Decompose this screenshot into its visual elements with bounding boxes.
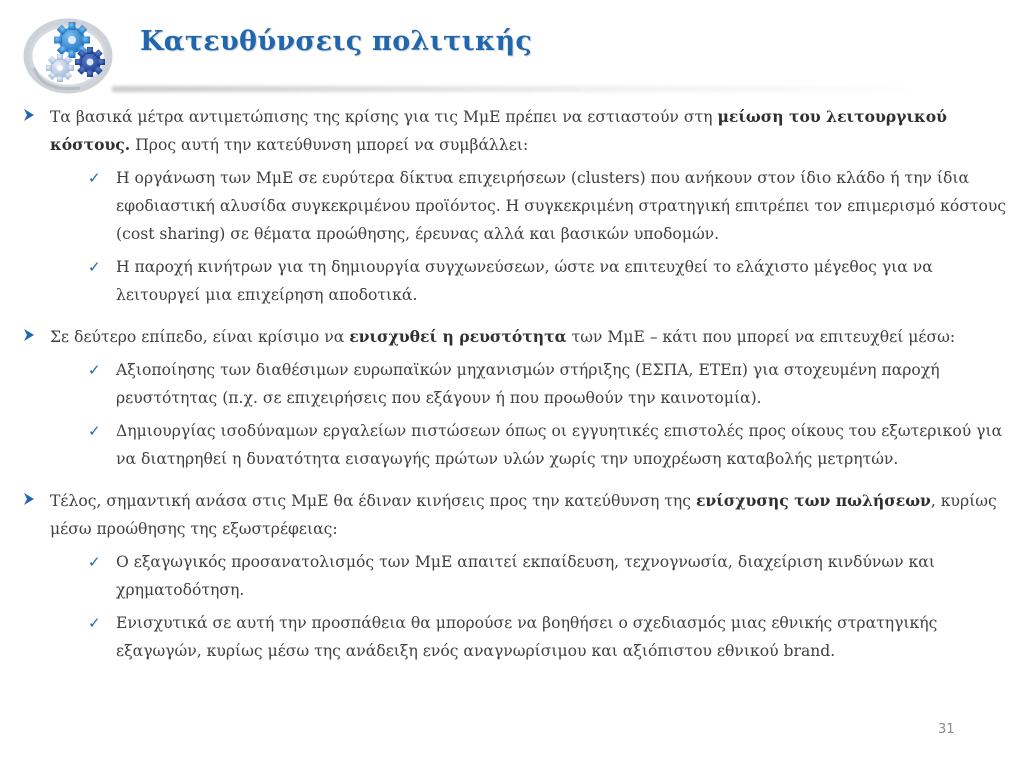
sub-bullet: ✓ Ο εξαγωγικός προσανατολισμός των ΜμΕ απαιτεί εκπαίδευση, τεχνογνωσία, διαχείριση κινδύνων και χρηματοδότηση. <box>50 548 1012 604</box>
gears-logo-icon <box>20 10 130 94</box>
bullet-text: Σε δεύτερο επίπεδο, είναι κρίσιμο να ενισχυθεί η ρευστότητα των ΜμΕ – κάτι που μπορεί να επιτευχθεί μέσω: <box>50 327 956 346</box>
sub-bullet: ✓ Η οργάνωση των ΜμΕ σε ευρύτερα δίκτυα επιχειρήσεων (clusters) που ανήκουν στον ίδιο κλάδο ή την ίδια εφοδιαστική αλυσίδα συγκεκριμένου προϊόντος. Η συγκεκριμένη στρατηγική επιτρέπει τον επιμερισμό κόστους (cost sharing) σε θέματα προώθησης, έρευνας αλλά και βασικών υποδομών. <box>50 164 1012 248</box>
slide-content <box>22 103 1012 665</box>
checkmark-icon: ✓ <box>88 422 101 440</box>
sub-bullet: ✓ Αξιοποίησης των διαθέσιμων ευρωπαϊκών μηχανισμών στήριξης (ΕΣΠΑ, ΕΤΕπ) για στοχευμένη παροχή ρευστότητας (π.χ. σε επιχειρήσεις που εξάγουν ή που προωθούν την καινοτομία). <box>50 356 1012 412</box>
bullet-text: Τα βασικά μέτρα αντιμετώπισης της κρίσης για τις ΜμΕ πρέπει να εστιαστούν στη μείωση του λειτουργικού κόστους. Προς αυτή την κατεύθυνση μπορεί να συμβάλλει: <box>50 107 947 154</box>
bullet-text: Τέλος, σημαντική ανάσα στις ΜμΕ θα έδιναν κινήσεις προς την κατεύθυνση της ενίσχυσης των πωλήσεων, κυρίως μέσω προώθησης της εξωστρέφειας: <box>50 491 997 538</box>
page-number: 31 <box>938 722 955 737</box>
title-underline <box>112 86 932 92</box>
main-bullet <box>22 323 1012 473</box>
sub-bullet: ✓ Η παροχή κινήτρων για τη δημιουργία συγχωνεύσεων, ώστε να επιτευχθεί το ελάχιστο μέγεθος για να λειτουργεί μια επιχείρηση αποδοτικά. <box>50 253 1012 309</box>
sub-bullet: ✓ Δημιουργίας ισοδύναμων εργαλείων πιστώσεων όπως οι εγγυητικές επιστολές προς οίκους του εξωτερικού για να διατηρηθεί η δυνατότητα εισαγωγής πρώτων υλών χωρίς την υποχρέωση καταβολής μετρητών. <box>50 417 1012 473</box>
checkmark-icon: ✓ <box>88 361 101 379</box>
arrow-bullet-icon <box>22 328 36 342</box>
sub-bullet-list <box>50 548 1012 665</box>
arrow-bullet-icon <box>22 492 36 506</box>
checkmark-icon: ✓ <box>88 614 101 632</box>
sub-bullet: ✓ Ενισχυτικά σε αυτή την προσπάθεια θα μπορούσε να βοηθήσει ο σχεδιασμός μιας εθνικής στρατηγικής εξαγωγών, κυρίως μέσω της ανάδειξη ενός αναγνωρίσιμου και αξιόπιστου εθνικού brand. <box>50 609 1012 665</box>
main-bullet <box>22 103 1012 309</box>
checkmark-icon: ✓ <box>88 169 101 187</box>
arrow-bullet-icon <box>22 108 36 122</box>
sub-bullet-list <box>50 356 1012 473</box>
main-bullet <box>22 487 1012 665</box>
slide-title: Κατευθύνσεις πολιτικής <box>140 26 533 57</box>
checkmark-icon: ✓ <box>88 553 101 571</box>
checkmark-icon: ✓ <box>88 258 101 276</box>
sub-bullet-list <box>50 164 1012 309</box>
